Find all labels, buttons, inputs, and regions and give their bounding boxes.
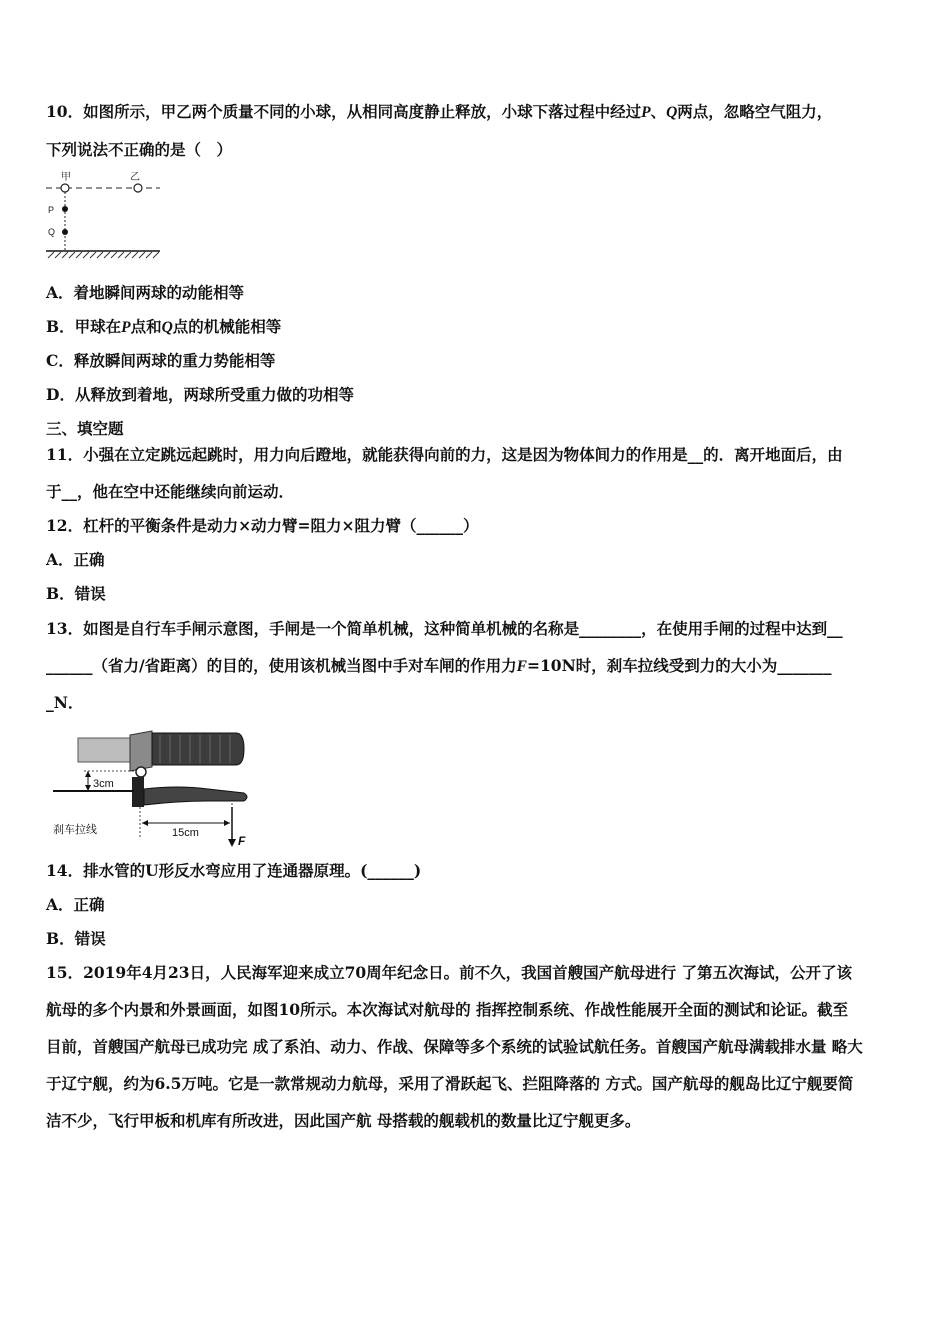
label-15cm: 15cm [172,827,199,839]
q15-line3: 目前，首艘国产航母已成功完 成了系泊、动力、作战、保障等多个系统的试验试航任务。首艘国产航母满载排水量 略大 [46,1037,863,1056]
q15-line1: 15．2019年4月23日，人民海军迎来成立70周年纪念日。前不久，我国首艘国产航母进行 了第五次海试，公开了该 [46,963,853,982]
label-yi: 乙 [130,172,140,183]
ball-yi [134,184,142,192]
q15-line4: 于辽宁舰，约为6.5万吨。它是一款常规动力航母，采用了滑跃起飞、拦阻降落的 方式。国产航母的舰岛比辽宁舰要简 [46,1074,854,1093]
ball-jia [61,184,69,192]
q10-option-a: A．着地瞬间两球的动能相等 [46,283,245,302]
q10-figure [44,170,166,262]
q10-option-d: D．从释放到着地，两球所受重力做的功相等 [46,385,354,404]
label-p: P [48,205,55,215]
q11-line2: 于__，他在空中还能继续向前运动． [46,482,295,501]
q10-option-b: B．甲球在P点和Q点的机械能相等 [46,317,282,336]
q13-brake-figure [48,727,258,849]
label-force: F [238,834,246,848]
q12-stem: 12．杠杆的平衡条件是动力×动力臂=阻力×阻力臂（______） [46,516,479,535]
point-q [62,229,68,235]
q11-line1: 11．小强在立定跳远起跳时，用力向后蹬地，就能获得向前的力，这是因为物体间力的作用是__的．离开地面后，由 [46,445,843,464]
point-p [62,206,68,212]
label-jia: 甲 [61,172,71,183]
q12-option-a: A．正确 [46,550,105,569]
q13-line1: 13．如图是自行车手闸示意图，手闸是一个简单机械，这种简单机械的名称是________，在使用手闸的过程中达到__ [46,619,843,638]
q10-option-c: C．释放瞬间两球的重力势能相等 [46,351,276,370]
label-q: Q [48,227,56,237]
q12-option-b: B．错误 [46,584,106,603]
pivot [136,767,146,777]
brake-clamp [130,731,152,771]
brake-lever [144,787,247,805]
q14-stem: 14．排水管的U形反水弯应用了连通器原理。(______) [46,861,422,880]
q15-line5: 洁不少，飞行甲板和机库有所改进，因此国产航 母搭载的舰载机的数量比辽宁舰更多。 [46,1111,641,1130]
q13-line3: _N． [46,693,84,712]
label-3cm: 3cm [93,778,114,790]
q14-option-b: B．错误 [46,929,106,948]
label-cable: 刹车拉线 [53,824,97,836]
q10-stem-line2: 下列说法不正确的是（ ） [46,140,233,159]
q15-line2: 航母的多个内景和外景画面，如图10所示。本次海试对航母的 指挥控制系统、作战性能展开全面的测试和论证。截至 [46,1000,848,1019]
q14-option-a: A．正确 [46,895,105,914]
q13-line2: ______（省力/省距离）的目的，使用该机械当图中手对车闸的作用力F=10N时，刹车拉线受到力的大小为_______ [46,656,832,675]
q10-stem-line1: 10．如图所示，甲乙两个质量不同的小球，从相同高度静止释放，小球下落过程中经过P、Q两点，忽略空气阻力， [46,102,833,121]
section-heading: 三、填空题 [46,419,124,438]
